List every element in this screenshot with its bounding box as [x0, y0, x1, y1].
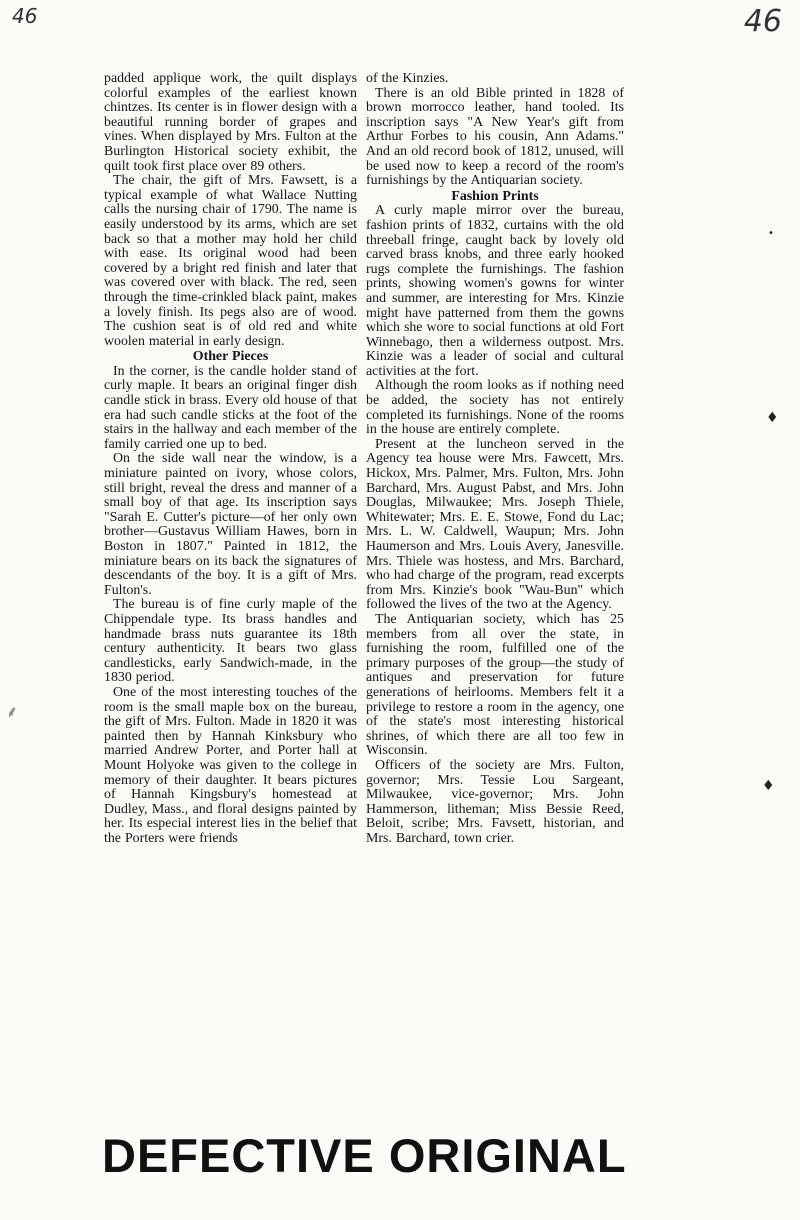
paragraph: The Antiquarian society, which has 25 members from all over the state, in furnishing the room, fulfilled one of the primary purposes of the group—the study of antiques and preservation for future generations of heirlooms. Members felt it a privilege to restore a room in the agency, one of the state's most interesting historical shrines, of which there are all too few in Wisconsin. [366, 611, 624, 759]
paragraph: On the side wall near the window, is a miniature painted on ivory, whose colors, still bright, reveal the dress and manner of a small boy of that age. Its inscription says "Sarah E. Cutter's picture—of her only own brother—Gustavus William Hawes, born in Boston in 1807." Painted in 1812, the miniature bears on its back the signatures of descendants of the boy. It is a gift of Mrs. Fulton's. [104, 451, 357, 598]
paragraph: In the corner, is the candle holder stand of curly maple. It bears an original finger dish candle stick in brass. Every old house of that era had such candle sticks at the foot of the stairs in the hallway and each member of the family carried one up to bed. [104, 363, 357, 452]
page-number-right: 46 [743, 4, 782, 39]
scan-speck: ♦ [766, 410, 779, 426]
paragraph: padded applique work, the quilt displays colorful examples of the earliest known chintzes. Its center is in flower design with a beautiful running border of grapes and vines. When displayed by Mrs. Fulton at the Burlington Historical society exhibit, the quilt took first place over 89 others. [104, 71, 357, 174]
paragraph: Although the room looks as if nothing need be added, the society has not entirely completed its furnishings. None of the rooms in the house are entirely complete. [366, 378, 624, 438]
paragraph: The bureau is of fine curly maple of the Chippendale type. Its brass handles and handmade brass nuts guarantee its 18th century authenticity. It bears two glass candlesticks, early Sandwich-made, in the 1830 period. [104, 597, 357, 686]
section-subhead: Fashion Prints [451, 188, 539, 204]
paragraph: Officers of the society are Mrs. Fulton, governor; Mrs. Tessie Lou Sargeant, Milwaukee, vice-governor; Mrs. John Hammerson, litheman; Miss Bessie Reed, Beloit, scribe; Mrs. Favsett, historian, and Mrs. Barchard, town crier. [366, 757, 624, 846]
paragraph: The chair, the gift of Mrs. Fawsett, is a typical example of what Wallace Nutting calls the nursing chair of 1790. The name is easily understood by its arms, which are set back so that a mother may hold her child with ease. Its original wood had been covered by a bright red finish and later that was covered over with black. The red, seen through the time-crinkled black paint, makes a lovely finish. Its pegs also are of wood. The cushion seat is of old red and white woolen material in early design. [104, 173, 357, 349]
scan-speck: ♦ [762, 778, 775, 794]
article-column-right [366, 72, 624, 846]
defective-original-stamp: DEFECTIVE ORIGINAL [102, 1129, 627, 1182]
scan-speck: • [768, 228, 774, 239]
page-number-left: 46 [12, 4, 38, 28]
section-subhead: Other Pieces [192, 349, 269, 365]
paragraph: One of the most interesting touches of the room is the small maple box on the bureau, the gift of Mrs. Fulton. Made in 1820 it was painted then by Hannah Kinksbury who married Andrew Porter, and Porter hall at Mount Holyoke was given to the college in memory of their daughter. It bears pictures of Hannah Kingsbury's homestead at Dudley, Mass., and floral designs painted by her. Its especial interest lies in the belief that the Porters were friends [104, 684, 357, 846]
paragraph: of the Kinzies. [366, 71, 449, 86]
article-column-left [104, 72, 357, 846]
paragraph: A curly maple mirror over the bureau, fashion prints of 1832, curtains with the old threeball fringe, caught back by lovely old carved brass knobs, and three early hooked rugs complete the furnishings. The fashion prints, showing women's gowns for winter and summer, are interesting for Mrs. Kinzie might have patterned from them the gowns which she wore to social functions at old Fort Winnebago, then a wilderness outpost. Mrs. Kinzie was a leader of social and cultural activities at the fort. [366, 203, 624, 379]
paragraph: There is an old Bible printed in 1828 of brown morrocco leather, hand tooled. Its inscription says "A New Year's gift from Arthur Forbes to his cousin, Ann Adams." And an old record book of 1812, unused, will be used now to keep a record of the room's furnishings by the Antiquarian society. [366, 85, 624, 189]
scan-speck: ⸙ [6, 702, 19, 721]
paragraph: Present at the luncheon served in the Agency tea house were Mrs. Fawcett, Mrs. Hickox, Mrs. Palmer, Mrs. Fulton, Mrs. John Barchard, Mrs. August Pabst, and Mrs. John Douglas, Milwaukee; Mrs. Joseph Thiele, Whitewater; Mrs. E. E. Stowe, Fond du Lac; Mrs. L. W. Caldwell, Waupun; Mrs. John Haumerson and Mrs. Louis Avery, Janesville. Mrs. Thiele was hostess, and Mrs. Barchard, who had charge of the program, read excerpts from Mrs. Kinzie's book "Wau-Bun" which followed the lives of the two at the Agency. [366, 436, 624, 613]
